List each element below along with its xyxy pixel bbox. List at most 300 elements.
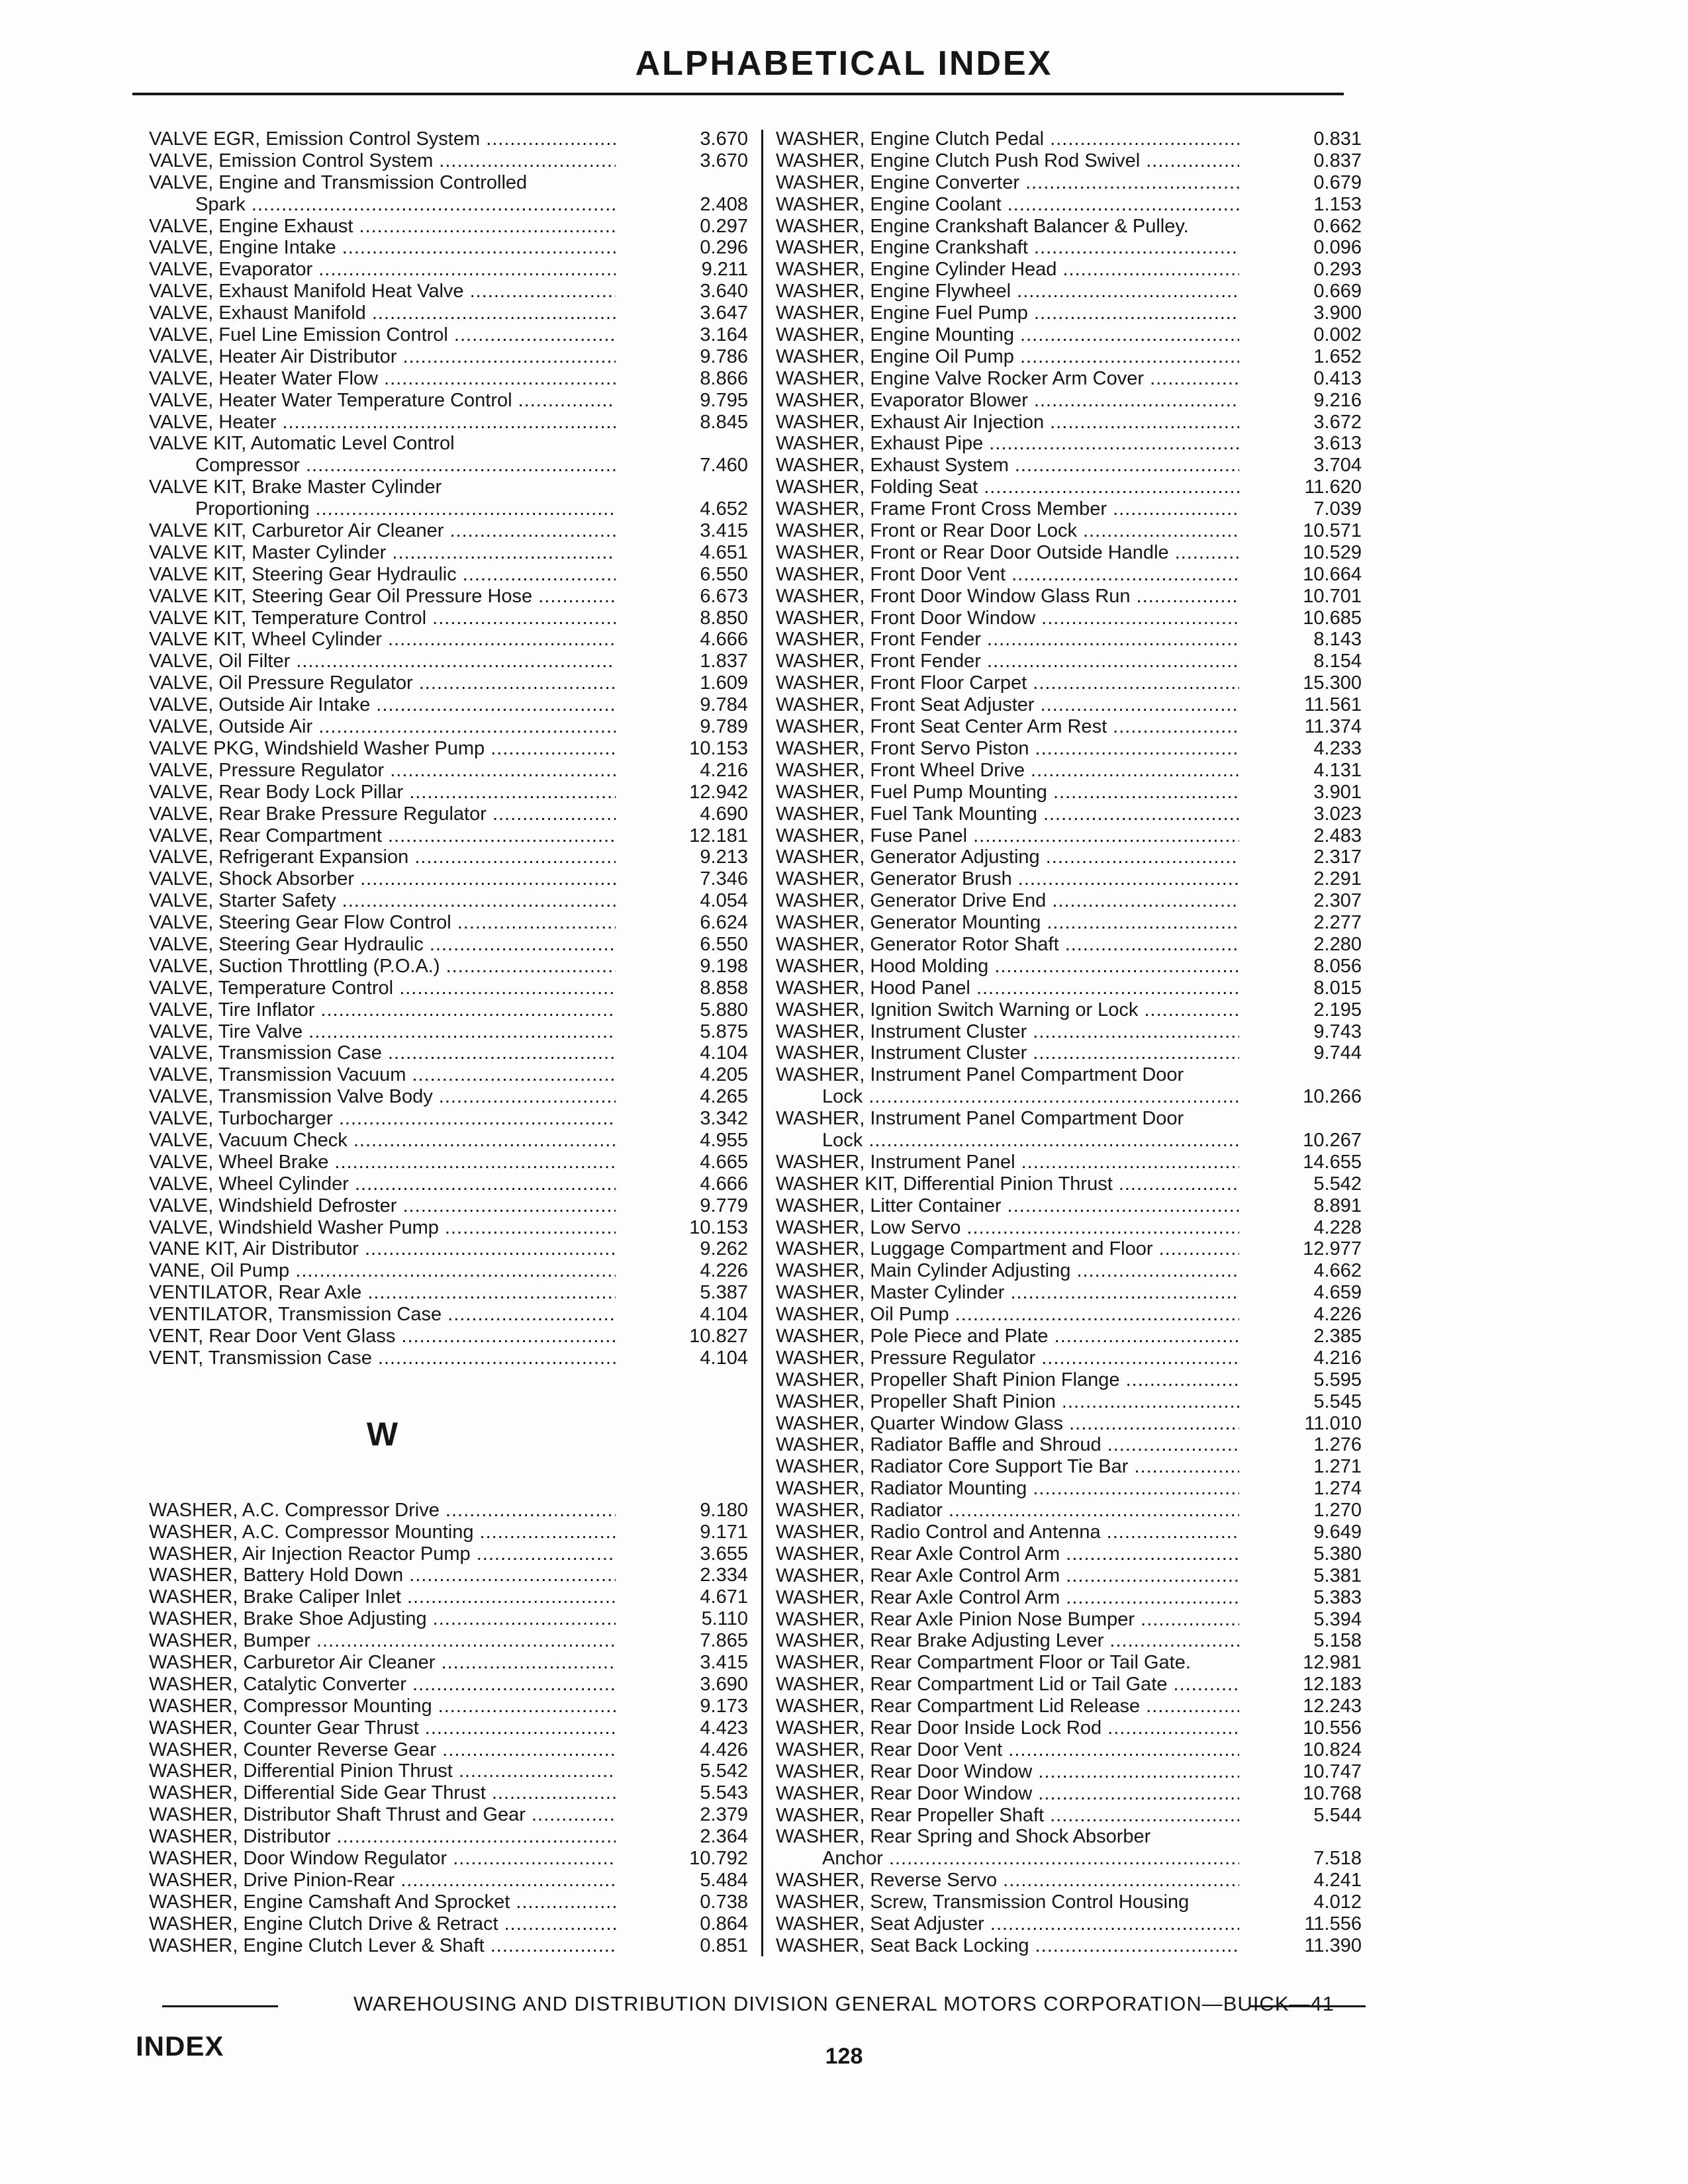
entry-name: WASHER, Front Seat Adjuster ..... [776,694,1239,716]
entry-name: VALVE, Steering Gear Flow Control ..... [149,912,616,934]
entry-name: WASHER, Engine Clutch Pedal ..... [776,128,1239,150]
entry-page-ref: 1.153 [1313,193,1362,215]
entry-page-ref: 3.164 [700,324,748,346]
entry-name: WASHER, Engine Clutch Drive & Retract ..... [149,1913,616,1935]
index-entry [776,1609,1362,1631]
entry-page-ref: 9.743 [1313,1021,1362,1042]
index-entry [149,455,748,477]
entry-name: WASHER, Rear Axle Pinion Nose Bumper ..... [776,1609,1239,1631]
entry-page-ref: 10.664 [1303,563,1362,585]
entry-name: Anchor ..... [776,1848,1239,1870]
entry-name: WASHER, Ignition Switch Warning or Lock ..... [776,999,1239,1021]
index-entry [776,455,1362,477]
index-entry [776,846,1362,868]
index-entry [149,1152,748,1173]
entry-page-ref: 10.768 [1303,1782,1362,1804]
entry-name: WASHER, Rear Brake Adjusting Lever ..... [776,1630,1239,1652]
entry-page-ref: 4.216 [700,759,748,781]
entry-page-ref: 4.233 [1313,737,1362,759]
index-entry [776,216,1362,238]
index-entry [776,324,1362,346]
index-entry [149,586,748,608]
index-entry [149,194,748,216]
entry-page-ref: 3.901 [1313,781,1362,803]
entry-name: VALVE, Starter Safety ..... [149,890,616,912]
entry-name: WASHER, Front Fender ..... [776,651,1239,672]
entry-page-ref: 6.550 [700,563,748,585]
entry-page-ref: 3.415 [700,1652,748,1673]
entry-page-ref: 4.104 [700,1304,748,1326]
index-entry [776,1326,1362,1347]
index-entry [776,934,1362,956]
entry-name: VALVE, Turbocharger ..... [149,1108,616,1130]
index-entry [776,672,1362,694]
entry-name: WASHER, Hood Panel ..... [776,978,1239,999]
entry-name: VALVE, Oil Pressure Regulator ..... [149,672,616,694]
index-entry [149,1782,748,1804]
entry-page-ref: 0.293 [1313,259,1362,281]
index-entry [149,1522,748,1543]
entry-page-ref: 5.875 [700,1021,748,1042]
index-entry [149,1804,748,1826]
index-entry [776,1413,1362,1435]
entry-name: WASHER, Instrument Panel ..... [776,1152,1239,1173]
index-entry [149,302,748,324]
index-entry [149,738,748,760]
index-entry [149,1064,748,1086]
entry-name: VALVE, Engine Intake ..... [149,237,616,259]
entry-name: WASHER, Drive Pinion-Rear ..... [149,1870,616,1891]
entry-name: WASHER, Rear Compartment Lid or Tail Gate ..... [776,1674,1239,1696]
entry-name: WASHER, Low Servo ..... [776,1217,1239,1239]
entry-name: VALVE, Outside Air ..... [149,716,616,738]
index-entry [149,1913,748,1935]
entry-name: VALVE, Heater Air Distributor ..... [149,346,616,368]
entry-name: WASHER, Generator Rotor Shaft ..... [776,934,1239,956]
index-entry [149,1543,748,1565]
entry-page-ref: 3.640 [700,281,748,302]
entry-name: WASHER, Radiator Mounting ..... [776,1478,1239,1500]
index-entry [776,1565,1362,1587]
entry-name: WASHER, Generator Brush ..... [776,868,1239,890]
index-entry [776,194,1362,216]
entry-page-ref: 3.023 [1313,803,1362,825]
entry-name: VALVE KIT, Carburetor Air Cleaner ..... [149,520,616,542]
index-entry [776,760,1362,782]
entry-name: WASHER, Rear Axle Control Arm ..... [776,1543,1239,1565]
index-entry [149,1108,748,1130]
entry-page-ref: 9.786 [700,345,748,367]
index-entry [149,1586,748,1608]
entry-page-ref: 10.153 [689,737,748,759]
entry-name: WASHER, Compressor Mounting ..... [149,1696,616,1717]
entry-page-ref: 4.671 [700,1586,748,1608]
entry-name: WASHER, Radio Control and Antenna ..... [776,1522,1239,1543]
entry-name: WASHER, Rear Axle Control Arm ..... [776,1587,1239,1609]
entry-page-ref: 8.143 [1313,629,1362,651]
entry-page-ref: 4.226 [700,1260,748,1282]
index-entry [149,803,748,825]
index-entry [776,1783,1362,1805]
index-entry [776,259,1362,281]
entry-page-ref: 9.180 [700,1499,748,1521]
entry-page-ref: 4.216 [1313,1347,1362,1369]
entry-name: VENTILATOR, Rear Axle ..... [149,1282,616,1304]
entry-name: WASHER, Generator Adjusting ..... [776,846,1239,868]
entry-page-ref: 4.690 [700,803,748,825]
index-entry [149,1500,748,1522]
entry-page-ref: 9.171 [700,1521,748,1543]
entry-page-ref: 5.387 [700,1282,748,1304]
entry-name: WASHER, Counter Gear Thrust ..... [149,1717,616,1739]
entry-page-ref: 6.673 [700,585,748,607]
entry-name: VANE KIT, Air Distributor ..... [149,1238,616,1260]
page-title: ALPHABETICAL INDEX [635,44,1053,83]
entry-name: VALVE, Transmission Case ..... [149,1042,616,1064]
entry-page-ref: 2.291 [1313,868,1362,890]
index-entry [149,1217,748,1239]
entry-page-ref: 2.280 [1313,933,1362,955]
entry-name: VALVE KIT, Brake Master Cylinder [149,477,442,498]
entry-page-ref: 0.669 [1313,281,1362,302]
entry-name: VALVE PKG, Windshield Washer Pump ..... [149,738,616,760]
entry-name: WASHER, Rear Door Inside Lock Rod ..... [776,1717,1239,1739]
entry-name: WASHER, Front Wheel Drive ..... [776,760,1239,782]
left-entry-list [149,128,748,1369]
entry-page-ref: 10.571 [1303,520,1362,542]
entry-page-ref: 2.317 [1313,846,1362,868]
index-entry [149,1652,748,1674]
entry-page-ref: 2.379 [700,1804,748,1826]
entry-name: WASHER, Engine Coolant ..... [776,194,1239,216]
entry-page-ref: 4.666 [700,629,748,651]
entry-name: VALVE KIT, Wheel Cylinder ..... [149,629,616,651]
entry-page-ref: 0.679 [1313,171,1362,193]
index-entry [776,738,1362,760]
entry-page-ref: 0.413 [1313,367,1362,389]
index-entry [149,1696,748,1717]
index-entry [776,803,1362,825]
right-column [776,128,1362,1957]
entry-page-ref: 4.652 [700,498,748,520]
index-entry [149,1565,748,1586]
entry-page-ref: 4.054 [700,890,748,912]
index-entry [776,1478,1362,1500]
index-entry [149,1086,748,1108]
entry-name: WASHER, Engine Crankshaft ..... [776,237,1239,259]
index-entry [149,1717,748,1739]
index-entry [149,412,748,433]
index-entry [149,1326,748,1347]
index-entry [149,368,748,390]
entry-name: WASHER, Carburetor Air Cleaner ..... [149,1652,616,1674]
entry-page-ref: 10.266 [1303,1086,1362,1108]
entry-page-ref: 4.104 [700,1347,748,1369]
entry-name: WASHER, Counter Reverse Gear ..... [149,1739,616,1761]
entry-name: WASHER, Propeller Shaft Pinion Flange ..... [776,1369,1239,1391]
index-entry [776,716,1362,738]
entry-page-ref: 12.243 [1303,1696,1362,1717]
index-entry [149,477,748,498]
entry-name: WASHER, Propeller Shaft Pinion ..... [776,1391,1239,1413]
entry-page-ref: 4.265 [700,1086,748,1108]
index-entry [149,1042,748,1064]
entry-name: WASHER, Hood Molding ..... [776,956,1239,978]
entry-name: VENTILATOR, Transmission Case ..... [149,1304,616,1326]
entry-page-ref: 8.845 [700,411,748,433]
entry-page-ref: 10.747 [1303,1760,1362,1782]
index-entry [776,1282,1362,1304]
entry-page-ref: 8.015 [1313,977,1362,999]
entry-name: WASHER, Radiator ..... [776,1500,1239,1522]
index-entry [149,128,748,150]
entry-page-ref: 7.460 [700,455,748,477]
entry-page-ref: 7.346 [700,868,748,890]
index-entry [149,520,748,542]
entry-page-ref: 0.831 [1313,128,1362,150]
left-column [149,128,748,1956]
entry-name: WASHER, Front Floor Carpet ..... [776,672,1239,694]
index-entry [776,1456,1362,1478]
entry-page-ref: 7.865 [700,1630,748,1652]
index-entry [776,128,1362,150]
entry-name: VALVE, Shock Absorber ..... [149,868,616,890]
entry-name: WASHER, Instrument Panel Compartment Door [776,1064,1184,1086]
index-entry [149,956,748,978]
index-entry [776,520,1362,542]
entry-page-ref: 0.851 [700,1934,748,1956]
entry-page-ref: 4.228 [1313,1216,1362,1238]
entry-name: WASHER, A.C. Compressor Drive ..... [149,1500,616,1522]
entry-page-ref: 5.542 [1313,1173,1362,1195]
entry-page-ref: 0.002 [1313,324,1362,346]
index-entry [149,999,748,1021]
entry-name: WASHER, Fuel Pump Mounting ..... [776,782,1239,803]
index-entry [776,281,1362,302]
entry-name: WASHER, Evaporator Blower ..... [776,390,1239,412]
entry-page-ref: 7.518 [1313,1848,1362,1870]
entry-name: WASHER, Engine Converter ..... [776,172,1239,194]
index-entry [776,1130,1362,1152]
index-entry [776,978,1362,999]
entry-page-ref: 5.380 [1313,1543,1362,1565]
entry-name: VALVE KIT, Automatic Level Control [149,433,455,455]
index-entry [776,1173,1362,1195]
entry-name: WASHER, Brake Shoe Adjusting ..... [149,1608,616,1630]
entry-name: VALVE, Wheel Brake ..... [149,1152,616,1173]
index-entry [149,782,748,803]
entry-page-ref: 8.154 [1313,651,1362,672]
entry-name: WASHER, Battery Hold Down ..... [149,1565,616,1586]
index-entry [149,1021,748,1043]
index-entry [149,760,748,782]
entry-name: WASHER, Screw, Transmission Control Housing [776,1891,1190,1913]
index-entry [776,1260,1362,1282]
entry-name: VALVE, Oil Filter ..... [149,651,616,672]
entry-name: VALVE KIT, Master Cylinder ..... [149,542,616,564]
entry-name: WASHER, Front or Rear Door Lock ..... [776,520,1239,542]
index-entry [776,346,1362,368]
index-entry [776,1913,1362,1935]
index-entry [776,1543,1362,1565]
entry-page-ref: 11.561 [1304,694,1362,716]
index-entry [149,150,748,172]
index-entry [776,782,1362,803]
entry-page-ref: 4.665 [700,1151,748,1173]
index-entry [149,978,748,999]
index-entry [776,651,1362,672]
index-entry [776,1848,1362,1870]
entry-page-ref: 3.670 [700,128,748,150]
entry-name: WASHER, Front Door Window ..... [776,608,1239,629]
entry-page-ref: 0.296 [700,237,748,259]
entry-page-ref: 9.213 [700,846,748,868]
entry-name: WASHER, Differential Pinion Thrust ..... [149,1760,616,1782]
entry-page-ref: 3.655 [700,1543,748,1565]
entry-page-ref: 2.385 [1313,1325,1362,1347]
index-entry [776,1500,1362,1522]
index-entry [149,1848,748,1870]
entry-name: WASHER, Engine Crankshaft Balancer & Pulley. [776,215,1189,237]
entry-page-ref: 2.307 [1313,890,1362,912]
entry-name: VALVE, Refrigerant Expansion ..... [149,846,616,868]
entry-name: WASHER, Seat Adjuster ..... [776,1913,1239,1935]
index-entry [149,259,748,281]
index-entry [776,1522,1362,1543]
entry-page-ref: 12.981 [1303,1652,1362,1674]
index-entry [776,1391,1362,1413]
entry-name: WASHER, Oil Pump ..... [776,1304,1239,1326]
entry-name: VALVE, Evaporator ..... [149,259,616,281]
entry-page-ref: 3.670 [700,150,748,171]
index-entry [776,1434,1362,1456]
entry-page-ref: 8.866 [700,367,748,389]
entry-name: VALVE KIT, Temperature Control ..... [149,608,616,629]
entry-page-ref: 0.738 [700,1891,748,1913]
entry-name: VALVE, Engine Exhaust ..... [149,216,616,238]
index-entry [149,608,748,629]
entry-page-ref: 8.850 [700,607,748,629]
entry-page-ref: 8.891 [1313,1195,1362,1216]
entry-page-ref: 1.652 [1313,345,1362,367]
entry-name: VALVE, Rear Compartment ..... [149,825,616,847]
entry-page-ref: 9.211 [701,259,748,281]
entry-page-ref: 5.545 [1313,1390,1362,1412]
entry-page-ref: 5.542 [700,1760,748,1782]
entry-name: WASHER, Seat Back Locking ..... [776,1935,1239,1957]
entry-name: VALVE, Heater Water Temperature Control ..... [149,390,616,412]
index-entry [776,1108,1362,1130]
entry-name: WASHER, Catalytic Converter ..... [149,1674,616,1696]
entry-page-ref: 4.651 [700,541,748,563]
index-entry [149,629,748,651]
entry-name: WASHER, Radiator Baffle and Shroud ..... [776,1434,1239,1456]
entry-name: VALVE, Heater ..... [149,412,616,433]
entry-name: WASHER, Frame Front Cross Member ..... [776,498,1239,520]
index-entry [776,1238,1362,1260]
entry-page-ref: 12.181 [689,825,748,846]
entry-page-ref: 15.300 [1303,672,1362,694]
entry-name: WASHER, Fuse Panel ..... [776,825,1239,847]
entry-page-ref: 9.784 [700,694,748,716]
index-entry [149,564,748,586]
entry-page-ref: 1.274 [1313,1478,1362,1500]
index-entry [776,912,1362,934]
entry-page-ref: 14.655 [1303,1151,1362,1173]
entry-name: WASHER, Main Cylinder Adjusting ..... [776,1260,1239,1282]
entry-name: VALVE EGR, Emission Control System ..... [149,128,616,150]
entry-name: VALVE, Suction Throttling (P.O.A.) ..... [149,956,616,978]
index-entry [149,1826,748,1848]
entry-page-ref: 4.205 [700,1064,748,1086]
section-letter: W [366,1415,399,1453]
index-entry [776,1935,1362,1957]
entry-page-ref: 10.153 [689,1216,748,1238]
index-entry [149,1173,748,1195]
entry-name: WASHER, Door Window Regulator ..... [149,1848,616,1870]
index-entry [776,825,1362,847]
entry-page-ref: 5.394 [1313,1608,1362,1630]
entry-page-ref: 2.408 [700,193,748,215]
entry-name: VALVE, Windshield Washer Pump ..... [149,1217,616,1239]
entry-page-ref: 9.173 [700,1695,748,1717]
index-entry [776,1195,1362,1217]
entry-name: WASHER, Rear Compartment Lid Release ..... [776,1696,1239,1717]
entry-name: WASHER, Front or Rear Door Outside Handle ..... [776,542,1239,564]
title-rule [132,93,1344,95]
entry-name: WASHER, Pressure Regulator ..... [776,1347,1239,1369]
entry-name: VALVE, Steering Gear Hydraulic ..... [149,934,616,956]
entry-name: WASHER, Rear Spring and Shock Absorber [776,1826,1151,1848]
index-entry [776,1152,1362,1173]
index-entry [149,868,748,890]
entry-page-ref: 3.647 [700,302,748,324]
entry-page-ref: 4.662 [1313,1260,1362,1282]
index-entry [776,1696,1362,1717]
entry-name: VALVE, Tire Valve ..... [149,1021,616,1043]
index-entry [149,1260,748,1282]
index-entry [149,651,748,672]
index-entry [149,1760,748,1782]
column-divider [761,130,763,1956]
index-entry [776,1217,1362,1239]
entry-name: WASHER, Engine Oil Pump ..... [776,346,1239,368]
entry-page-ref: 0.297 [700,215,748,237]
page-number: 128 [825,2044,863,2069]
index-entry [149,846,748,868]
entry-name: WASHER, Rear Propeller Shaft ..... [776,1805,1239,1827]
entry-page-ref: 10.792 [689,1848,748,1870]
index-entry [776,477,1362,498]
entry-name: WASHER, Instrument Panel Compartment Door [776,1108,1184,1130]
entry-page-ref: 5.595 [1313,1369,1362,1390]
entry-page-ref: 9.649 [1313,1522,1362,1543]
index-entry [776,1652,1362,1674]
entry-page-ref: 9.744 [1313,1042,1362,1064]
entry-page-ref: 3.704 [1313,455,1362,477]
entry-name: WASHER, Brake Caliper Inlet ..... [149,1586,616,1608]
index-entry [149,346,748,368]
entry-name: WASHER, Front Seat Center Arm Rest ..... [776,716,1239,738]
entry-page-ref: 10.827 [689,1325,748,1347]
index-entry [776,150,1362,172]
entry-page-ref: 2.483 [1313,825,1362,846]
entry-name: VALVE, Tire Inflator ..... [149,999,616,1021]
entry-name: WASHER, Distributor Shaft Thrust and Gear ..... [149,1804,616,1826]
index-entry [149,890,748,912]
entry-page-ref: 1.270 [1313,1500,1362,1522]
index-entry [776,172,1362,194]
